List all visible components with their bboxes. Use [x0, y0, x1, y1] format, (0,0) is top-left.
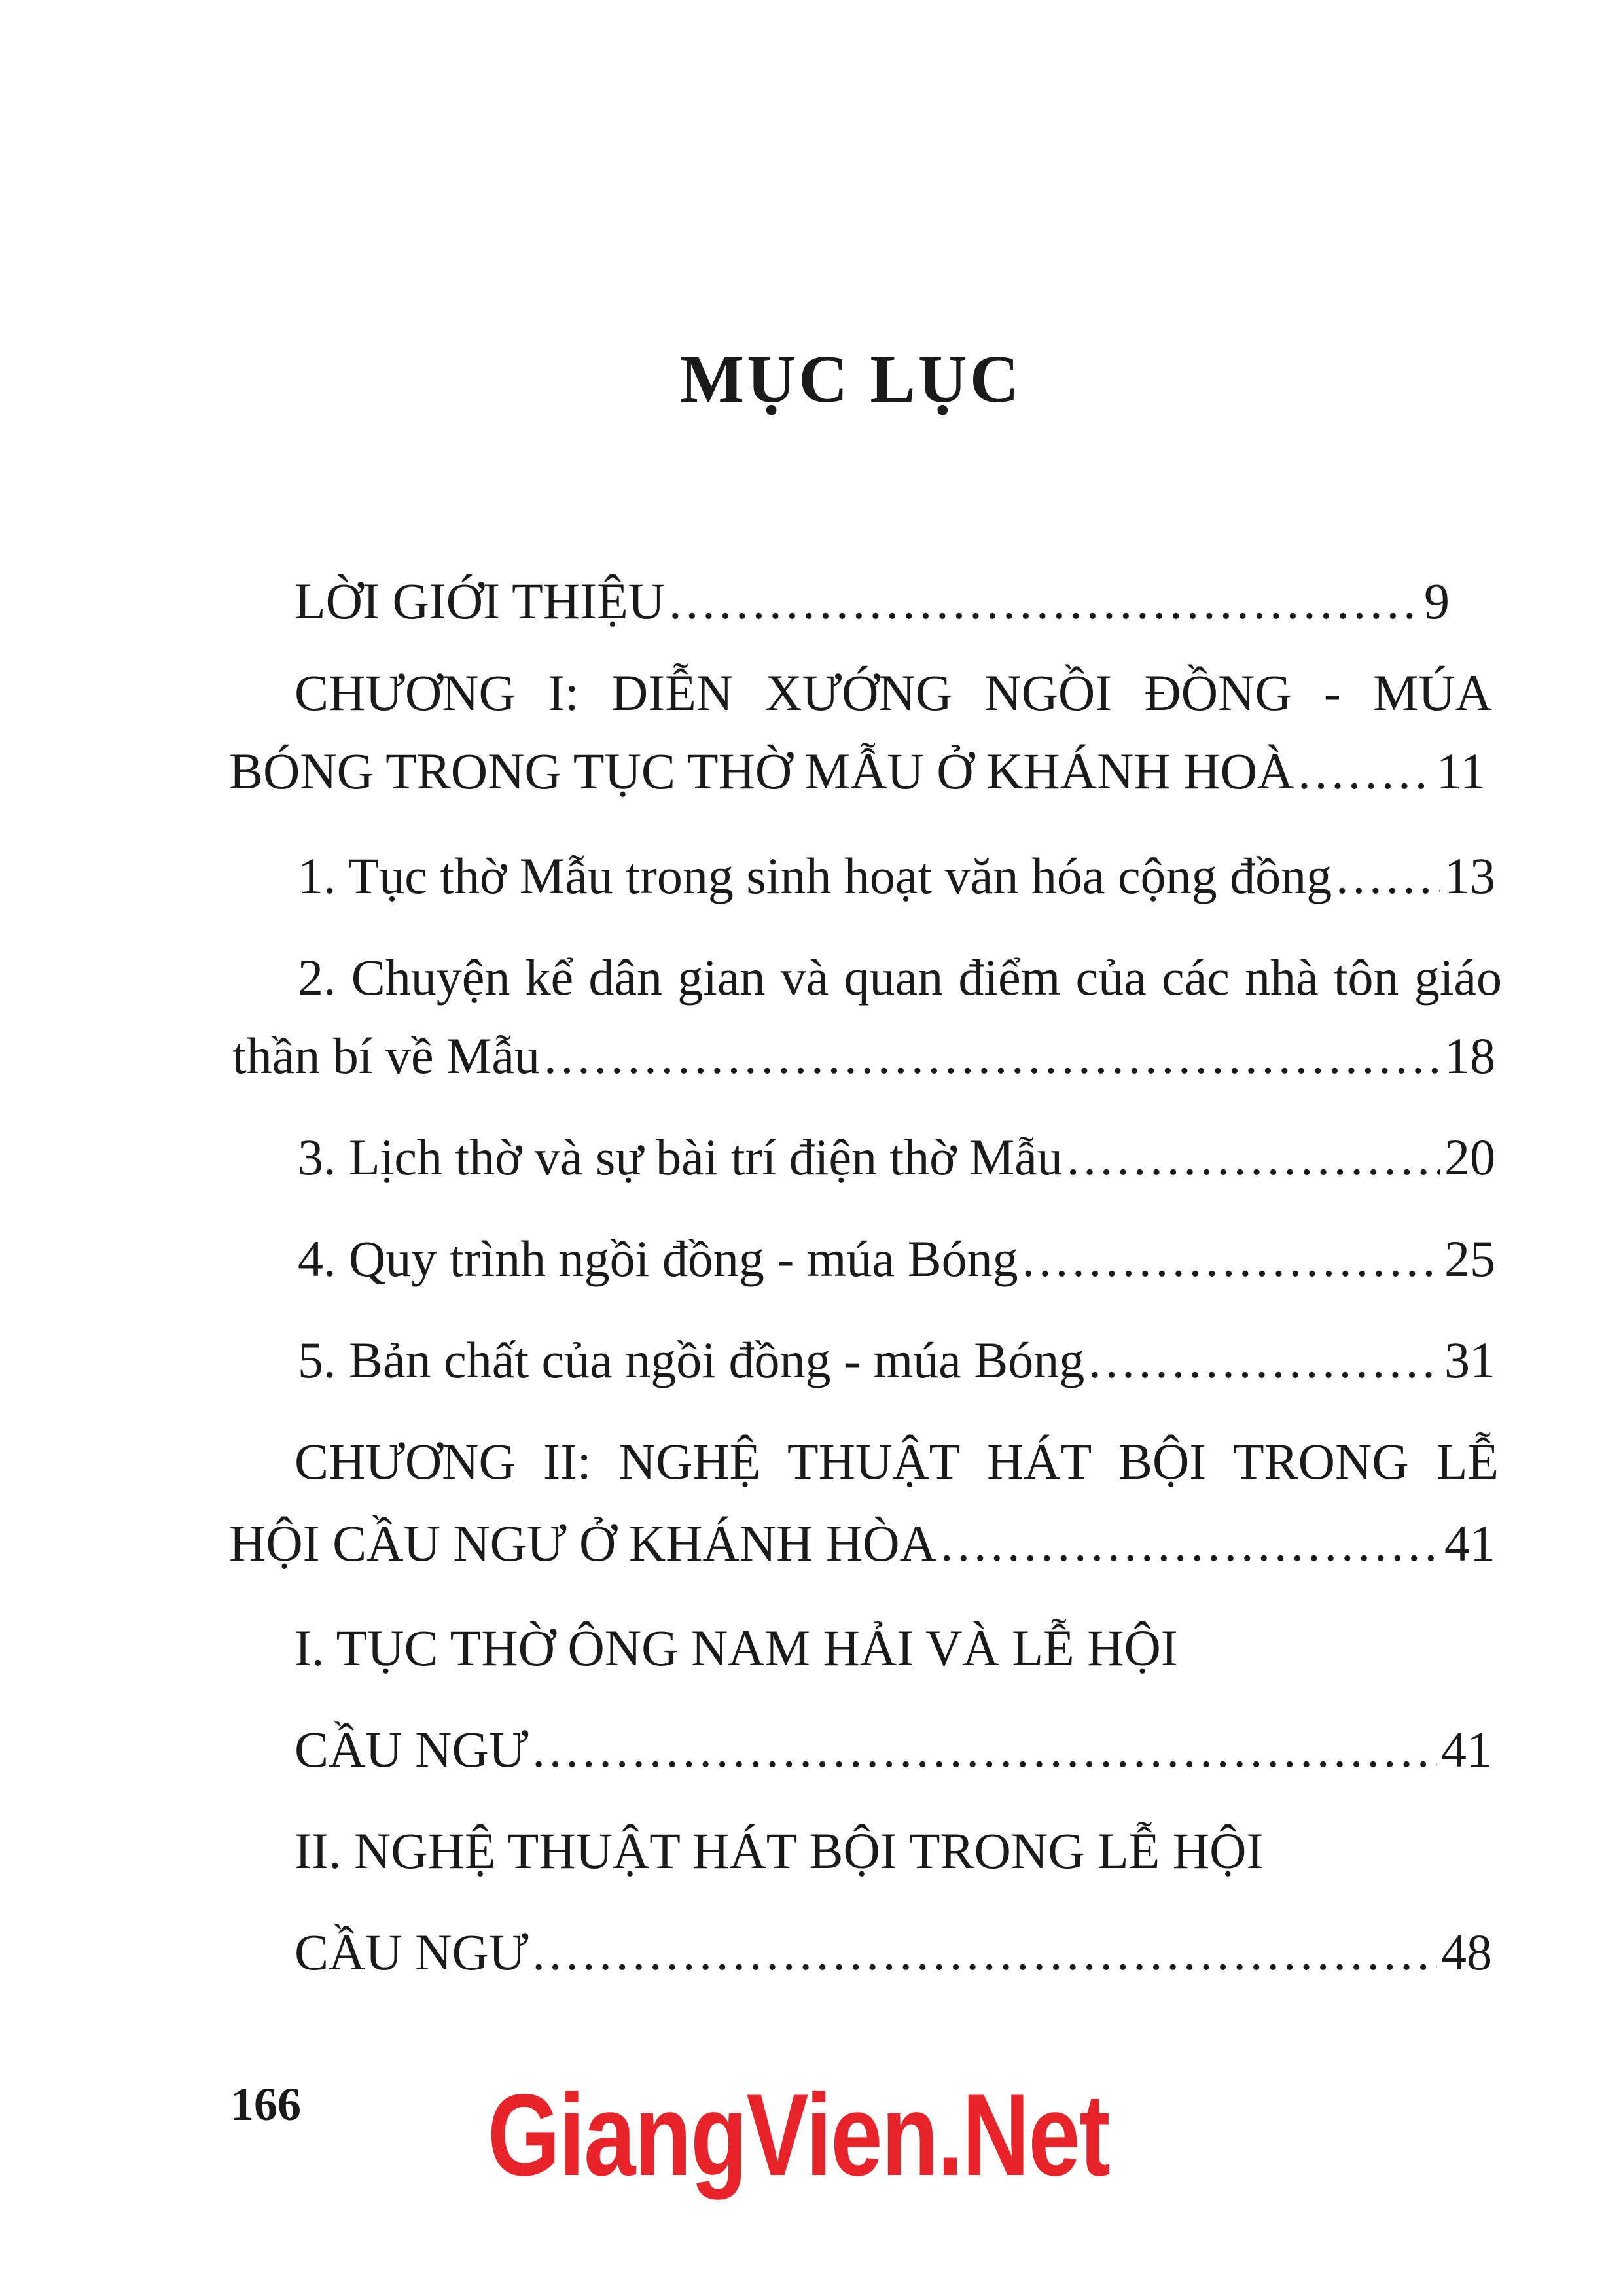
dot-leader	[940, 1518, 1440, 1569]
toc-entry-section-4	[298, 1230, 1495, 1287]
toc-entry-text	[294, 664, 1492, 721]
toc-entry-text: 2. Chuyện kể dân gian và quan điểm của các nhà tôn giáo	[298, 949, 1502, 1006]
toc-entry-text: CHƯƠNG II: NGHỆ THUẬT HÁT BỘI TRONG LỄ	[294, 1433, 1499, 1490]
toc-entry-text: CẦU NGƯ	[294, 1721, 529, 1778]
toc-entry-section-3	[298, 1129, 1495, 1186]
dot-leader	[544, 1031, 1440, 1082]
toc-page-number: 20	[1444, 1129, 1495, 1186]
toc-entry-section-1	[298, 847, 1495, 904]
toc-entry-text: BÓNG TRONG TỤC THỜ MẪU Ở KHÁNH HOÀ	[229, 743, 1294, 800]
toc-entry-section-2-line-2	[232, 1027, 1495, 1084]
toc-page-number: 48	[1441, 1924, 1492, 1981]
toc-entry-chapter-2-line-2	[229, 1515, 1495, 1572]
toc-entry-text: CẦU NGƯ	[294, 1924, 529, 1981]
toc-entry-text: 5. Bản chất của ngồi đồng - múa Bóng	[298, 1332, 1085, 1388]
toc-entry-text: 3. Lịch thờ và sự bài trí điện thờ Mẫu	[298, 1129, 1063, 1186]
watermark-logo: GiangVien.Net	[488, 2070, 1109, 2200]
toc-entry-text: HỘI CẦU NGƯ Ở KHÁNH HÒA	[229, 1515, 936, 1572]
dot-leader	[1088, 1335, 1440, 1386]
toc-entry-text: 4. Quy trình ngồi đồng - múa Bóng	[298, 1230, 1018, 1287]
dot-leader	[1067, 1132, 1440, 1183]
dot-leader	[532, 1724, 1437, 1775]
dot-leader	[669, 576, 1420, 627]
toc-page-number: 31	[1444, 1332, 1495, 1388]
toc-page-number: 25	[1444, 1230, 1495, 1287]
toc-entry-part-2-line-2	[294, 1924, 1492, 1981]
toc-page-number: 41	[1441, 1721, 1492, 1778]
toc-page-number: 18	[1444, 1027, 1495, 1084]
toc-page-number: 41	[1444, 1515, 1495, 1572]
toc-entry-part-1-line-1	[294, 1619, 1178, 1676]
toc-entry-text: thần bí về Mẫu	[232, 1027, 541, 1084]
toc-entry-introduction	[294, 573, 1450, 629]
dot-leader	[1298, 746, 1433, 797]
toc-page-number: 9	[1424, 573, 1450, 629]
toc-entry-part-2-line-1	[294, 1822, 1264, 1879]
dot-leader	[1336, 851, 1440, 902]
toc-entry-section-2-line-1	[298, 949, 1502, 1006]
page-title: MỤC LỤC	[680, 342, 1022, 417]
toc-entry-text: I. TỤC THỜ ÔNG NAM HẢI VÀ LỄ HỘI	[294, 1619, 1178, 1676]
toc-entry-chapter-2-line-1	[294, 1433, 1499, 1490]
toc-page-number: 13	[1444, 847, 1495, 904]
toc-page-number: 11	[1436, 743, 1486, 800]
dot-leader	[532, 1927, 1437, 1978]
page-number: 166	[230, 2078, 301, 2130]
toc-entry-section-5	[298, 1332, 1495, 1388]
toc-entry-text: LỜI GIỚI THIỆU	[294, 573, 666, 629]
dot-leader	[1022, 1233, 1440, 1284]
toc-entry-chapter-1-line-1	[294, 664, 1492, 721]
toc-entry-text: CHƯƠNG I: DIỄN XƯỚNG NGỒI ĐỒNG - MÚA	[294, 664, 1492, 721]
toc-entry-part-1-line-2	[294, 1721, 1492, 1778]
toc-entry-text: 1. Tục thờ Mẫu trong sinh hoạt văn hóa cộng đồng	[298, 847, 1332, 904]
toc-entry-chapter-1-line-2	[229, 743, 1486, 800]
toc-entry-text: II. NGHỆ THUẬT HÁT BỘI TRONG LỄ HỘI	[294, 1822, 1264, 1879]
